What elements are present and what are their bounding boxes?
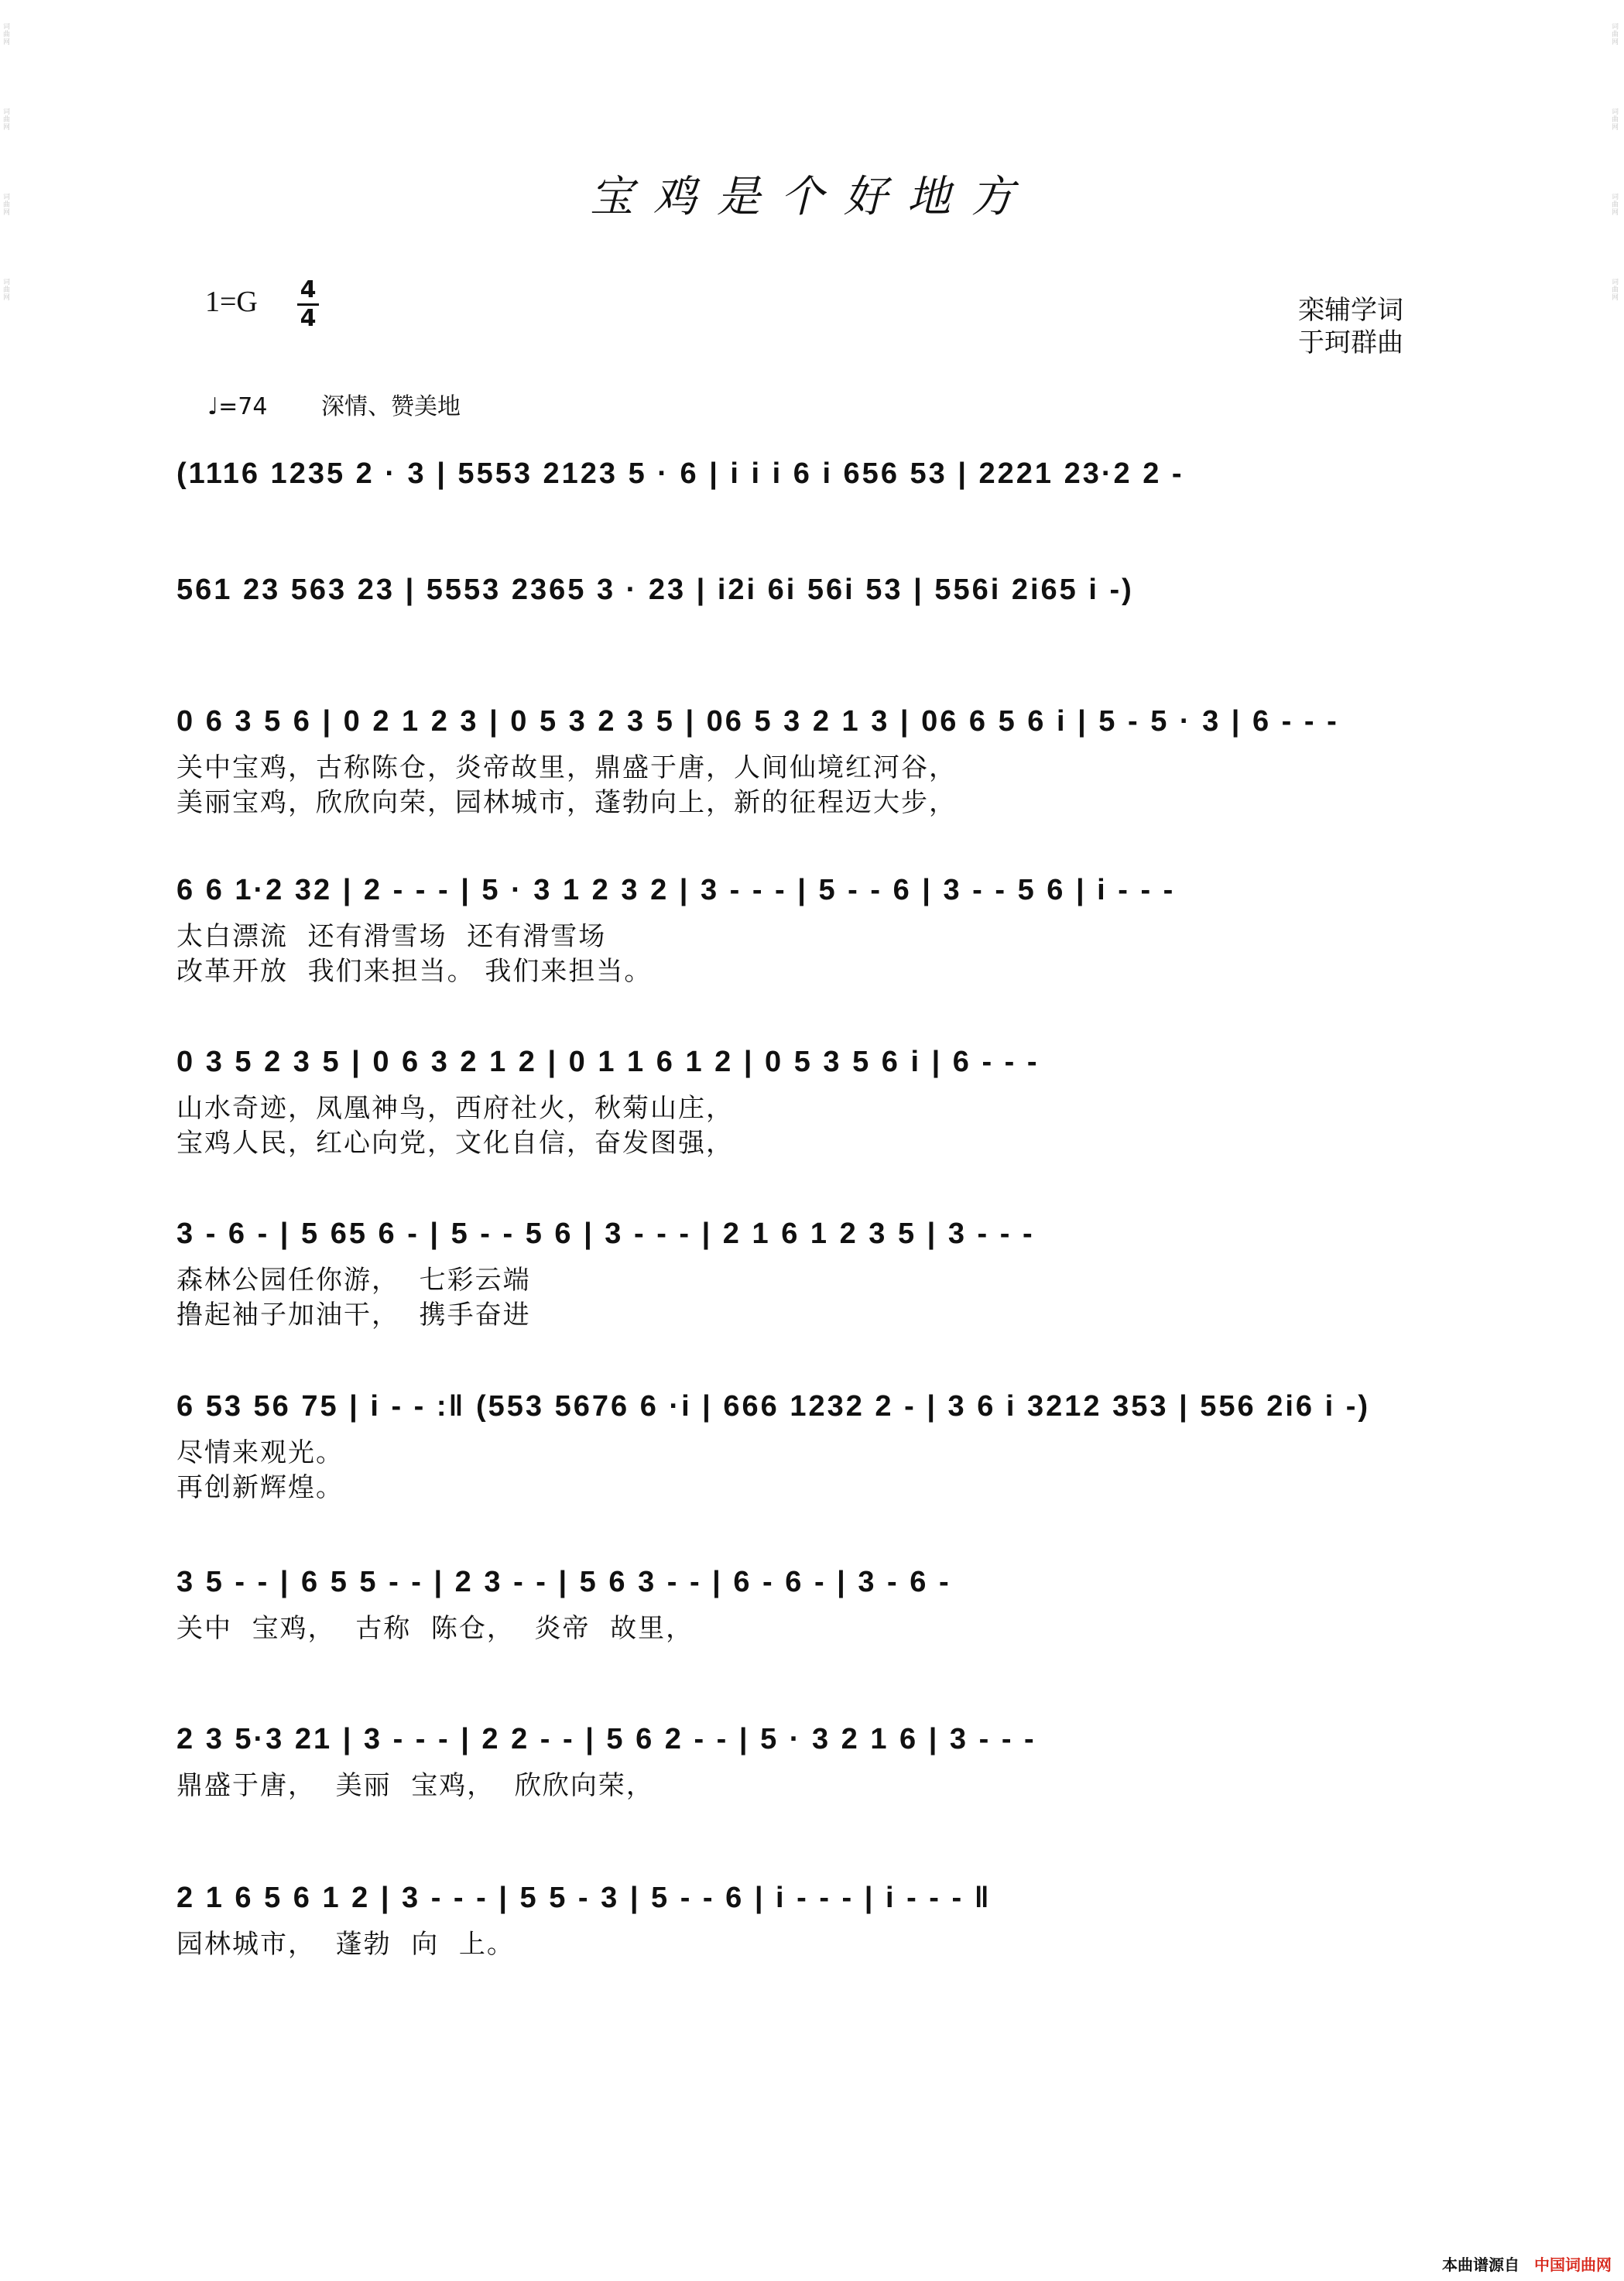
source-credit (1442, 2252, 1612, 2275)
watermark-text: 词曲网 (3, 108, 11, 132)
time-signature-bottom: 4 (300, 305, 317, 332)
watermark-text: 词曲网 (1612, 194, 1619, 217)
source-label: 本曲谱源自 (1442, 2255, 1520, 2274)
left-watermark-strip (3, 23, 12, 2258)
key-signature: 1=G (205, 286, 258, 318)
lyric-line: 园林城市， 蓬勃 向 上。 (176, 1929, 515, 1960)
notation-line: 6 53 56 75 | i - - :‖ (553 5676 6 ·i | 666 1232 2 - | 3 6 i 3212 353 | 556 2i6 i -) (176, 1390, 1371, 1423)
watermark-text: 词曲网 (3, 279, 11, 302)
source-site-link[interactable]: 中国词曲网 (1534, 2255, 1612, 2274)
credits (1298, 294, 1403, 359)
lyric-line: 太白漂流 还有滑雪场 还有滑雪场 (176, 921, 607, 952)
right-watermark-strip (1612, 23, 1621, 2258)
expression-marking: 深情、赞美地 (321, 393, 461, 420)
notation-line: 2 1 6 5 6 1 2 | 3 - - - | 5 5 - 3 | 5 - - 6 | i - - - | i - - - ‖ (176, 1882, 992, 1914)
lyric-line: 鼎盛于唐， 美丽 宝鸡， 欣欣向荣， (176, 1770, 654, 1801)
lyric-line: 宝鸡人民，红心向党，文化自信，奋发图强， (176, 1128, 734, 1159)
lyric-line: 山水奇迹，凤凰神鸟，西府社火，秋菊山庄， (176, 1093, 734, 1124)
lyric-line: 关中宝鸡，古称陈仓，炎帝故里，鼎盛于唐，人间仙境红河谷， (176, 752, 957, 783)
lyric-line: 改革开放 我们来担当。 我们来担当。 (176, 956, 653, 987)
notation-line: (1116 1235 2 · 3 | 5553 2123 5 · 6 | i i i 6 i 656 53 | 2221 23·2 2 - (176, 457, 1184, 490)
song-title: 宝鸡是个好地方 (590, 172, 1034, 222)
time-signature (294, 277, 322, 332)
notation-line: 0 6 3 5 6 | 0 2 1 2 3 | 0 5 3 2 3 5 | 06 5 3 2 1 3 | 06 6 5 6 i | 5 - 5 · 3 | 6 - - - (176, 705, 1339, 738)
composer: 于珂群曲 (1298, 327, 1403, 358)
watermark-text: 词曲网 (1612, 23, 1619, 46)
notation-line: 6 6 1·2 32 | 2 - - - | 5 · 3 1 2 3 2 | 3 - - - | 5 - - 6 | 3 - - 5 6 | i - - - (176, 874, 1176, 906)
notation-line: 2 3 5·3 21 | 3 - - - | 2 2 - - | 5 6 2 - - | 5 · 3 2 1 6 | 3 - - - (176, 1723, 1036, 1755)
time-signature-top: 4 (300, 276, 317, 303)
lyricist: 栾辅学词 (1298, 295, 1403, 326)
lyric-line: 关中 宝鸡， 古称 陈仓， 炎帝 故里， (176, 1613, 694, 1644)
watermark-text: 词曲网 (1612, 279, 1619, 302)
tempo-line (207, 387, 461, 421)
lyric-line: 尽情来观光。 (176, 1437, 344, 1468)
notation-line: 561 23 563 23 | 5553 2365 3 · 23 | i2i 6i 56i 53 | 556i 2i65 i -) (176, 574, 1134, 606)
watermark-text: 词曲网 (3, 194, 11, 217)
watermark-text: 词曲网 (3, 23, 11, 46)
notation-line: 0 3 5 2 3 5 | 0 6 3 2 1 2 | 0 1 1 6 1 2 | 0 5 3 5 6 i | 6 - - - (176, 1046, 1040, 1078)
notation-line: 3 5 - - | 6 5 5 - - | 2 3 - - | 5 6 3 - - | 6 - 6 - | 3 - 6 - (176, 1566, 951, 1598)
watermark-text: 词曲网 (1612, 108, 1619, 132)
notation-line: 3 - 6 - | 5 65 6 - | 5 - - 5 6 | 3 - - - | 2 1 6 1 2 3 5 | 3 - - - (176, 1218, 1035, 1250)
tempo-marking: ♩=74 (207, 393, 268, 420)
lyric-line: 森林公园任你游， 七彩云端 (176, 1265, 531, 1296)
lyric-line: 再创新辉煌。 (176, 1472, 344, 1503)
lyric-line: 撸起袖子加油干， 携手奋进 (176, 1300, 531, 1331)
lyric-line: 美丽宝鸡，欣欣向荣，园林城市，蓬勃向上，新的征程迈大步， (176, 787, 957, 818)
